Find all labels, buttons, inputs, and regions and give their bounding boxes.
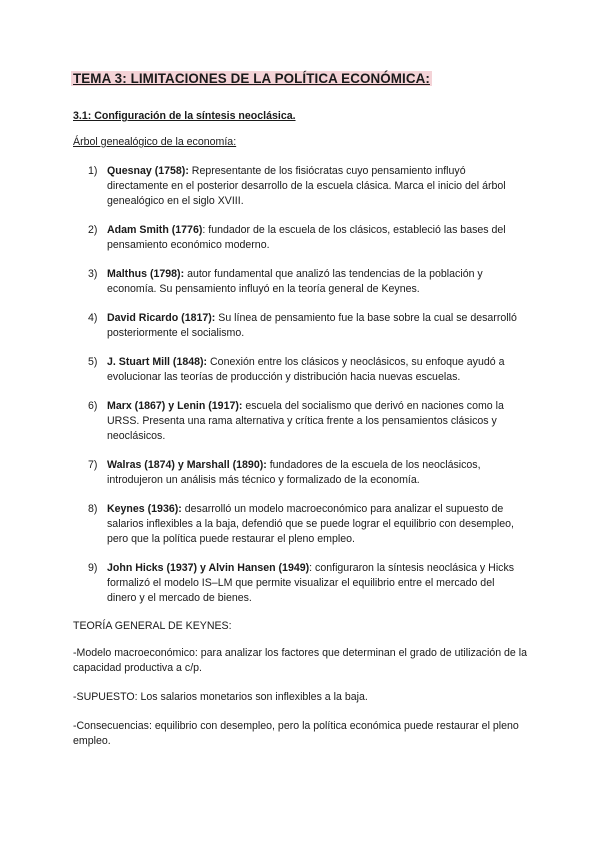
keynes-heading: TEORÍA GENERAL DE KEYNES: — [73, 620, 232, 632]
item-number: 1) — [88, 165, 98, 177]
item-name: Walras (1874) y Marshall (1890): — [107, 459, 267, 471]
economists-list — [73, 164, 533, 606]
item-name: John Hicks (1937) y Alvin Hansen (1949) — [107, 562, 310, 574]
paragraph-consequences: -Consecuencias: equilibrio con desempleo, pero la política económica puede restaurar el pleno empleo. — [73, 720, 519, 747]
item-text: desarrolló un modelo macroeconómico para analizar el supuesto de salarios inflexibles a la baja, defendió que se puede lograr el equilibrio con desempleo, pero que la política puede restaurar el pleno empleo. — [107, 503, 514, 545]
item-number: 7) — [88, 459, 98, 471]
document-page — [73, 70, 533, 749]
item-text: escuela del socialismo que derivó en naciones como la URSS. Presenta una rama alternativa y crítica frente a los pensamientos clásicos y neoclásicos. — [107, 400, 504, 442]
item-text: Su línea de pensamiento fue la base sobre la cual se desarrolló posteriormente el socialismo. — [107, 312, 517, 339]
document-title: TEMA 3: LIMITACIONES DE LA POLÍTICA ECONÓMICA: — [73, 71, 430, 86]
item-text: fundadores de la escuela de los neoclásicos, introdujeron un análisis más técnico y formalizado de la economía. — [107, 459, 481, 486]
item-number: 6) — [88, 400, 98, 412]
item-number: 8) — [88, 503, 98, 515]
item-text: Conexión entre los clásicos y neoclásicos, su enfoque ayudó a evolucionar las teorías de producción y distribución hacia nuevas escuelas. — [107, 356, 505, 383]
item-text: : configuraron la síntesis neoclásica y Hicks formalizó el modelo IS–LM que permite visualizar el equilibrio entre el mercado del dinero y el mercado de bienes. — [107, 562, 515, 604]
list-item — [73, 399, 523, 444]
item-number: 3) — [88, 268, 98, 280]
item-name: Adam Smith (1776) — [107, 224, 203, 236]
item-name: Keynes (1936): — [107, 503, 182, 515]
item-name: Marx (1867) y Lenin (1917): — [107, 400, 243, 412]
paragraph-assumption: -SUPUESTO: Los salarios monetarios son inflexibles a la baja. — [73, 691, 368, 703]
item-number: 2) — [88, 224, 98, 236]
section-title: 3.1: Configuración de la síntesis neoclásica. — [73, 110, 296, 122]
item-name: Quesnay (1758): — [107, 165, 189, 177]
item-number: 9) — [88, 562, 98, 574]
paragraph-model: -Modelo macroeconómico: para analizar los factores que determinan el grado de utilización de la capacidad productiva a c/p. — [73, 647, 528, 674]
item-text: Representante de los fisiócratas cuyo pensamiento influyó directamente en el posterior desarrollo de la escuela clásica. Marca el inicio del árbol genealógico en el siglo XVIII. — [107, 165, 506, 207]
list-item — [73, 458, 523, 488]
list-item — [73, 164, 523, 209]
list-item — [73, 561, 523, 606]
list-item — [73, 502, 523, 547]
list-item — [73, 223, 523, 253]
list-item — [73, 311, 523, 341]
item-text: : fundador de la escuela de los clásicos, estableció las bases del pensamiento económico moderno. — [107, 224, 506, 251]
list-item — [73, 355, 523, 385]
item-number: 4) — [88, 312, 98, 324]
subheading: Árbol genealógico de la economía: — [73, 136, 237, 148]
item-name: David Ricardo (1817): — [107, 312, 216, 324]
item-name: J. Stuart Mill (1848): — [107, 356, 208, 368]
item-text: autor fundamental que analizó las tendencias de la población y economía. Su pensamiento influyó en la teoría general de Keynes. — [107, 268, 483, 295]
item-number: 5) — [88, 356, 98, 368]
list-item — [73, 267, 523, 297]
item-name: Malthus (1798): — [107, 268, 185, 280]
